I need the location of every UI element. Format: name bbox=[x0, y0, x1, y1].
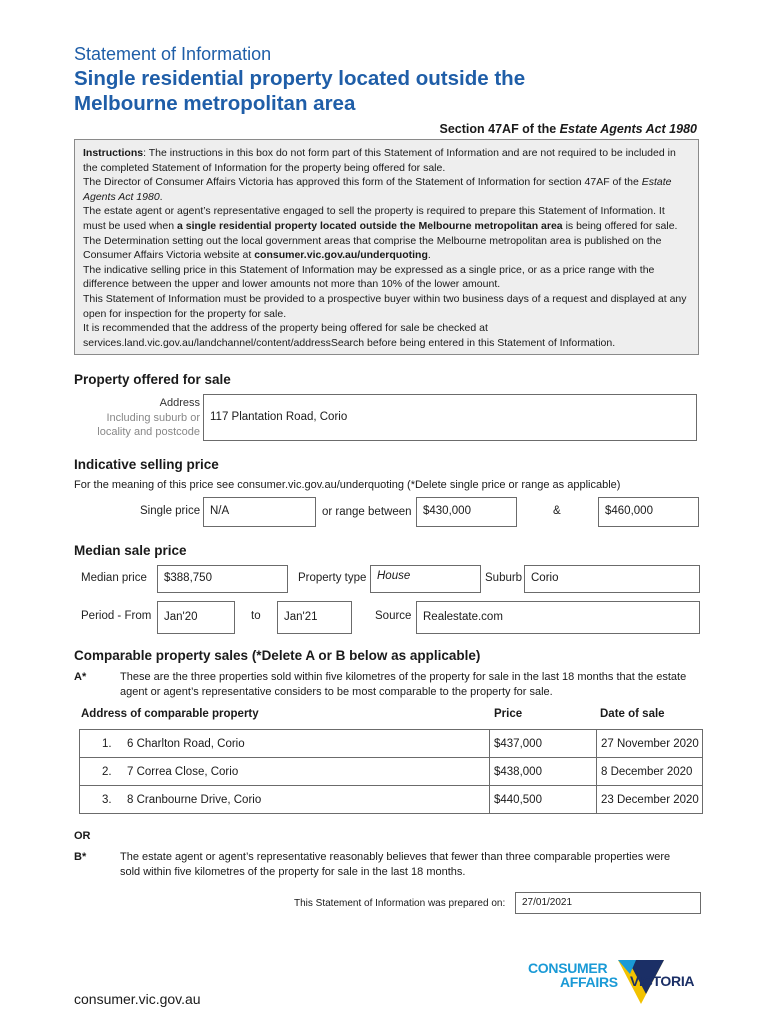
suburb-label: Suburb bbox=[485, 572, 523, 584]
comparable-price[interactable]: $438,000 bbox=[489, 758, 596, 785]
logo-line-affairs: AFFAIRS bbox=[560, 974, 618, 990]
row-number: 3. bbox=[102, 794, 112, 806]
instructions-p2: The Director of Consumer Affairs Victoria has approved this form of the Statement of Information for section 47AF of the Estate Agents Act 1980. bbox=[83, 176, 672, 203]
instructions-p1: Instructions: The instructions in this box do not form part of this Statement of Information and are not required to be included in the completed Statement of Information for the property being offered for sale. bbox=[83, 147, 676, 174]
col-header-price: Price bbox=[494, 708, 523, 720]
section-reference: Section 47AF of the Estate Agents Act 1980 bbox=[439, 122, 697, 136]
range-ampersand: & bbox=[553, 505, 561, 517]
address-field[interactable]: 117 Plantation Road, Corio bbox=[203, 394, 697, 441]
comparable-price[interactable]: $440,500 bbox=[489, 786, 596, 813]
table-row bbox=[79, 729, 703, 758]
col-header-date: Date of sale bbox=[600, 708, 665, 720]
option-b-label: B* bbox=[74, 851, 87, 863]
median-heading: Median sale price bbox=[74, 543, 187, 558]
period-to-field[interactable]: Jan'21 bbox=[277, 601, 352, 634]
range-label: or range between bbox=[322, 506, 412, 518]
source-field[interactable]: Realestate.com bbox=[416, 601, 700, 634]
table-row bbox=[79, 785, 703, 814]
suburb-field[interactable]: Corio bbox=[524, 565, 700, 593]
page-title bbox=[74, 66, 525, 116]
median-price-field[interactable]: $388,750 bbox=[157, 565, 288, 593]
comparable-price[interactable]: $437,000 bbox=[489, 730, 596, 757]
comparable-address[interactable]: 7 Correa Close, Corio bbox=[127, 766, 239, 778]
comparable-date[interactable]: 8 December 2020 bbox=[596, 758, 703, 785]
option-a-text: These are the three properties sold within five kilometres of the property for sale in the last 18 months that the estate agent or agent’s representative considers to be most comparable to the property for sale. bbox=[120, 671, 687, 698]
comparable-address[interactable]: 8 Cranbourne Drive, Corio bbox=[127, 794, 262, 806]
row-number: 2. bbox=[102, 766, 112, 778]
median-price-label: Median price bbox=[81, 572, 147, 584]
property-type-label: Property type bbox=[298, 572, 367, 584]
option-b-text: The estate agent or agent’s representative reasonably believes that fewer than three comparable properties were sold within five kilometres of the property for sale in the last 18 months. bbox=[120, 851, 671, 878]
instructions-p5: This Statement of Information must be provided to a prospective buyer within two business days of a request and displayed at any open for inspection for the property for sale. bbox=[83, 292, 687, 320]
option-a-label: A* bbox=[74, 671, 87, 683]
single-price-field[interactable]: N/A bbox=[203, 497, 316, 527]
or-label: OR bbox=[74, 830, 91, 842]
period-from-label: Period - From bbox=[81, 610, 152, 622]
logo-line-victoria: VICTORIA bbox=[630, 973, 695, 989]
consumer-affairs-victoria-logo bbox=[526, 958, 702, 1006]
property-heading: Property offered for sale bbox=[74, 372, 231, 387]
prepared-date-field[interactable]: 27/01/2021 bbox=[515, 892, 701, 914]
instructions-p4: The indicative selling price in this Statement of Information may be expressed as a single price, or as a price range with the difference between the upper and lower amounts not more than 10% of the lower amount. bbox=[83, 263, 655, 291]
footer-website: consumer.vic.gov.au bbox=[74, 991, 201, 1007]
comparable-heading: Comparable property sales (*Delete A or B below as applicable) bbox=[74, 648, 481, 663]
instructions-box bbox=[74, 139, 699, 355]
range-high-field[interactable]: $460,000 bbox=[598, 497, 699, 527]
instructions-p3: The estate agent or agent’s representative engaged to sell the property is required to prepare this Statement of Information. It must be used when a single residential property located outside the Melbourne metropolitan area is being offered for sale. The Determination setting out the local government areas that comprise the Melbourne metropolitan area is published on the Consumer Affairs Victoria website at consumer.vic.gov.au/underquoting. bbox=[83, 205, 678, 262]
property-type-field[interactable]: House bbox=[370, 565, 481, 593]
comparable-date[interactable]: 23 December 2020 bbox=[596, 786, 703, 813]
page-title-line1: Single residential property located outside the bbox=[74, 67, 526, 90]
instructions-p6: It is recommended that the address of the property being offered for sale be checked at services.land.vic.gov.au/landchannel/content/addressSearch before being entered in this Statement of Information. bbox=[83, 322, 616, 349]
single-price-label: Single price bbox=[140, 505, 201, 517]
period-from-field[interactable]: Jan'20 bbox=[157, 601, 235, 634]
col-header-address: Address of comparable property bbox=[81, 708, 259, 720]
prepared-label: This Statement of Information was prepared on: bbox=[294, 898, 506, 909]
indicative-note: For the meaning of this price see consumer.vic.gov.au/underquoting (*Delete single price or range as applicable) bbox=[74, 479, 621, 491]
page-title-line2: Melbourne metropolitan area bbox=[74, 92, 356, 115]
address-label: Address Including suburb or locality and postcode bbox=[97, 397, 200, 438]
period-to-label: to bbox=[251, 610, 261, 622]
indicative-heading: Indicative selling price bbox=[74, 457, 219, 472]
range-low-field[interactable]: $430,000 bbox=[416, 497, 517, 527]
source-label: Source bbox=[375, 610, 412, 622]
form-subtitle: Statement of Information bbox=[74, 44, 272, 64]
row-number: 1. bbox=[102, 738, 112, 750]
comparable-date[interactable]: 27 November 2020 bbox=[596, 730, 703, 757]
table-row bbox=[79, 757, 703, 786]
comparable-address[interactable]: 6 Charlton Road, Corio bbox=[127, 738, 245, 750]
logo-line-consumer: CONSUMER bbox=[528, 960, 608, 976]
